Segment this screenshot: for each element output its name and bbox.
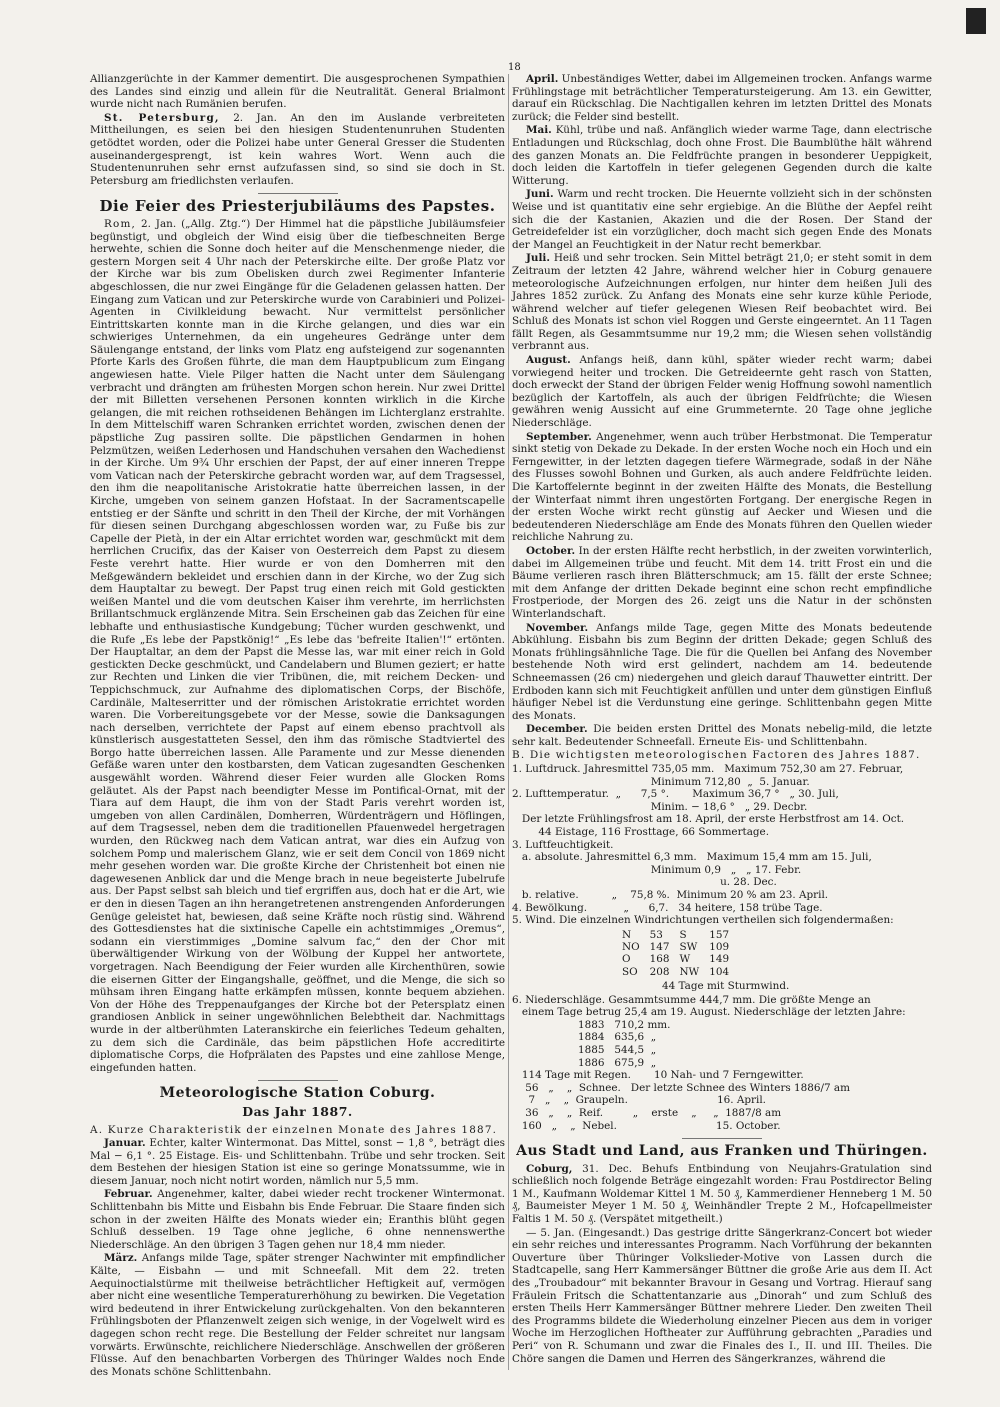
wind-row <box>622 941 739 953</box>
heading-stadt-land: Aus Stadt und Land, aus Franken und Thüringen. <box>516 1143 928 1160</box>
factor-line: a. absolute. Jahresmittel 6,3 mm. Maximum 15,4 mm am 15. Juli, <box>512 851 872 864</box>
factor-line: 7 „ „ Graupeln. 16. April. <box>512 1094 766 1107</box>
wind-row <box>622 929 739 941</box>
month-october: October. In der ersten Hälfte recht herbstlich, in der zweiten vorwinterlich, dabei im Allgemeinen trübe und feucht. Mit dem 14. tritt Frost ein und die Bäume verlieren rasch ihren Blätterschmuck; am 15. fällt der erste Schnee; mit dem Anfange der dritten Dekade beginnt eine schon recht empfindliche Frostperiode, der Morgen des 26. zeigt uns die Natur in der schönsten Winterlandschaft. <box>512 544 932 620</box>
factor-line: u. 28. Dec. <box>512 876 777 889</box>
factor-line: 1. Luftdruck. Jahresmittel 735,05 mm. Maximum 752,30 am 27. Februar, <box>512 763 904 776</box>
subheading-monthly-characteristics: A. Kurze Charakteristik der einzelnen Monate des Jahres 1887. <box>90 1123 498 1136</box>
month-januar: Januar. Echter, kalter Wintermonat. Das Mittel, sonst − 1,8 °, beträgt dies Mal − 6,1 °. 25 Eistage. Eis- und Schlittenbahn. Trübe und sehr trocken. Seit dem Bestehen der hiesigen Station ist eine so geringe Monatssumme, wie in diesem Januar, noch nicht notirt worden, nämlich nur 5,5 mm. <box>90 1137 505 1187</box>
heading-year-1887: Das Jahr 1887. <box>242 1103 353 1119</box>
wind-row <box>622 953 739 965</box>
wind-cell: 149 <box>709 953 730 966</box>
factor-line: Minimum 712,80 „ 5. Januar. <box>512 775 810 788</box>
month-februar: Februar. Angenehmer, kalter, dabei wieder recht trockener Wintermonat. Schlittenbahn bis Mitte und Eisbahn bis Ende Februar. Die Staare finden sich schon in der zweiten Hälfte des Monats wieder ein; Eranthis blüht gegen Schluß desselben. 19 Tage ohne jegliche, 6 ohne nennenswerthe Niederschläge. An den übrigen 3 Tagen gehen nur 18,4 mm nieder. <box>90 1188 505 1251</box>
wind-cell: NO <box>622 941 640 954</box>
wind-cell: N <box>622 928 632 941</box>
factor-line: 4. Bewölkung. „ 6,7. 34 heitere, 158 trübe Tage. <box>512 901 823 914</box>
month-juli: Juli. Heiß und sehr trocken. Sein Mittel beträgt 21,0; er steht somit in dem Zeitraum der letzten 42 Jahre, während welcher hier in Coburg genauere meteorologische Aufzeichnungen erfolgen, nur hinter dem heißen Juli des Jahres 1852 zurück. Zu Anfang des Monats eine sehr kurze kühle Periode, während welcher auf tiefer gelegenen Wiesen Reif beobachtet wird. Bei Schluß des Monats ist schon viel Roggen und Gerste eingeerntet. An 11 Tagen fällt Regen, als Gesammtsumme nur 19,2 mm; die Wiesen sehen vollständig verbrannt aus. <box>512 252 932 353</box>
factor-line: Der letzte Frühlingsfrost am 18. April, der erste Herbstfrost am 14. Oct. <box>512 813 905 826</box>
wind-cell: 109 <box>709 941 730 954</box>
wind-cell: SO <box>622 965 638 978</box>
month-april: April. Unbeständiges Wetter, dabei im Allgemeinen trocken. Anfangs warme Frühlingstage mit beträchtlicher Temperatursteigerung. Am 13. ein Gewitter, darauf ein Rückschlag. Die Nachtigallen kehren im letzten Drittel des Monats zurück; die Felder sind bestellt. <box>512 73 932 123</box>
wind-cell: O <box>622 953 631 966</box>
factor-line: 1883 710,2 mm. <box>512 1018 671 1031</box>
factor-line: 5. Wind. Die einzelnen Windrichtungen vertheilen sich folgendermaßen: <box>512 914 894 927</box>
separator <box>258 1080 338 1081</box>
wind-cell: S <box>679 928 687 941</box>
factor-line: 56 „ „ Schnee. Der letzte Schnee des Winters 1886/7 am <box>512 1081 850 1094</box>
petersburg-paragraph: St. Petersburg, 2. Jan. An den im Auslande verbreiteten Mittheilungen, es seien bei den hiesigen Studentenunruhen Studenten getödtet worden, oder die Polizei habe unter General Gresser die Studenten auseinandergesprengt, ist kein wahres Wort. Wenn auch die Studentenunruhen sehr ernst aufzufassen sind, so sind sie doch in St. Petersburg am friedlichsten verlaufen. <box>90 111 505 187</box>
month-mai: Mai. Kühl, trübe und naß. Anfänglich wieder warme Tage, dann electrische Entladungen und Rückschlag, doch ohne Frost. Die Baumblüthe hält während des ganzen Monats an. Die Feldfrüchte prangen in besonderer Ueppigkeit, doch leiden die Kartoffeln in tiefer gelegenen Gegenden durch die kalte Witterung. <box>512 124 932 187</box>
column-divider <box>508 74 509 1370</box>
factor-line: b. relative. „ 75,8 %. Minimum 20 % am 23. April. <box>512 889 829 901</box>
coburg-paragraph: Coburg, 31. Dec. Behufs Entbindung von Neujahrs-Gratulation sind schließlich noch folgende Beträge eingezahlt worden: Frau Postdirector Beling 1 M., Kaufmann Woldemar Kittel 1 M. 50 ₰, Kammerdiener Henneberg 1 M. 50 ₰, Baumeister Meyer 1 M. 50 ₰, Weinhändler Trepte 2 M., Hofcapellmeister Faltis 1 M. 50 ₰. (Verspätet mitgetheilt.) <box>512 1162 932 1226</box>
wind-cell: W <box>679 953 691 966</box>
precipitation-lines <box>512 994 932 1133</box>
factor-line: 1884 635,6 „ <box>512 1031 657 1044</box>
factor-line: einem Tage betrug 25,4 am 19. August. Niederschläge der letzten Jahre: <box>512 1006 906 1019</box>
month-august: August. Anfangs heiß, dann kühl, später wieder recht warm; dabei vorwiegend heiter und trocken. Die Getreideernte geht rasch von Statten, doch erweckt der Stand der übrigen Felder wenig Hoffnung sowohl namentlich bezüglich der Kartoffeln, als auch der übrigen Feldfrüchte; die Wiesen gewähren wenig Aussicht auf eine Grummeternte. 20 Tage ohne jegliche Niederschläge. <box>512 354 932 430</box>
factor-line: 2. Lufttemperatur. „ 7,5 °. Maximum 36,7 ° „ 30. Juli, <box>512 788 839 801</box>
month-juni: Juni. Warm und recht trocken. Die Heuernte vollzieht sich in der schönsten Weise und ist quantitativ eine sehr ergiebige. An die Blüthe der Aepfel reiht sich die der Kastanien, Akazien und die der Rosen. Der Stand der Getreidefelder ist ein vorzüglicher, doch macht sich gegen Ende des Monats der Mangel an Feuchtigkeit in der Natur recht bemerkbar. <box>512 188 932 251</box>
concert-paragraph: — 5. Jan. (Eingesandt.) Das gestrige dritte Sängerkranz-Concert bot wieder ein sehr reiches und interessantes Programm. Nach Vorführung der bekannten Ouverture über Thüringer Volkslieder-Motive von Lassen durch die Stadtcapelle, sang Herr Kammersänger Büttner die große Arie aus dem II. Act des „Troubadour“ mit bekannter Bravour in Gesang und Vortrag. Hierauf sang Fräulein Fritsch die Schattentanzarie aus „Dinorah“ und zum Schluß des ersten Theils Herr Kammersänger Büttner mehrere Lieder. Den zweiten Theil des Programms bildete die Wiederholung einzelner Piecen aus dem in voriger Woche im Herzoglichen Hoftheater zur Aufführung gebrachten „Paradies und Peri“ von R. Schumann und zwar die Finales des I., II. und III. Theiles. Die Chöre sangen die Damen und Herren des Sängerkranzes, während die <box>512 1226 932 1365</box>
wind-cell: 208 <box>649 965 670 978</box>
factor-line: 1885 544,5 „ <box>512 1043 657 1056</box>
factor-line: Minim. − 18,6 ° „ 29. Decbr. <box>512 800 808 813</box>
corner-mark <box>966 8 986 34</box>
month-december: December. Die beiden ersten Drittel des Monats nebelig-mild, die letzte sehr kalt. Bedeutender Schneefall. Erneute Eis- und Schlittenbahn. <box>512 723 932 748</box>
factor-line: 1886 675,9 „ <box>512 1056 657 1069</box>
wind-cell: 157 <box>709 928 730 941</box>
factor-line: 114 Tage mit Regen. 10 Nah- und 7 Ferngewitter. <box>512 1069 804 1082</box>
subheading-factors: B. Die wichtigsten meteorologischen Factoren des Jahres 1887. <box>512 749 921 762</box>
belgium-paragraph: Allianzgerüchte in der Kammer dementirt. Die ausgesprochenen Sympathien des Landes sind einzig und allein für die Neutralität. General Brialmont wurde nicht nach Rumänien berufen. <box>90 73 505 111</box>
factor-line: 3. Luftfeuchtigkeit. <box>512 838 614 851</box>
separator <box>258 193 338 194</box>
factor-line: 160 „ „ Nebel. 15. October. <box>512 1119 781 1132</box>
factor-line: 44 Eistage, 116 Frosttage, 66 Sommertage. <box>512 826 770 839</box>
wind-cell: NW <box>679 965 700 978</box>
wind-cell: 168 <box>649 953 670 966</box>
left-column <box>90 73 505 1378</box>
factor-line: 36 „ „ Reif. „ erste „ „ 1887/8 am <box>512 1106 782 1119</box>
wind-row <box>622 966 739 978</box>
page-number: 18 <box>508 62 521 73</box>
month-maerz: März. Anfangs milde Tage, später strenger Nachwinter mit empfindlicher Kälte, — Eisbahn — und mit Schneefall. Mit dem 22. treten Aequinoctialstürme mit theilweise beträchtlicher Heftigkeit auf, vermögen aber nicht eine wesentliche Temperaturerhöhung zu bewirken. Die Vegetation wird bedeutend in ihrer Entwickelung zurückgehalten. Von den bekannteren Frühlingsboten der Pflanzenwelt zeigen sich wenige, in der Vogelwelt wird es dagegen schon recht rege. Die Bestellung der Felder schreitet nur langsam vorwärts. Erwünschte, reichlichere Niederschläge. Anschwellen der größeren Flüsse. Auf den benachbarten Vorbergen des Thüringer Waldes noch Ende des Monats schöne Schlittenbahn. <box>90 1252 505 1378</box>
heading-papst-jubilee: Die Feier des Priesterjubiläums des Papstes. <box>99 197 496 216</box>
separator <box>682 1138 762 1139</box>
wind-cell: 147 <box>649 941 670 954</box>
wind-cell: 53 <box>649 928 663 941</box>
factors-lines <box>512 763 932 927</box>
wind-cell: 104 <box>709 965 730 978</box>
right-column <box>512 73 932 1373</box>
wind-cell: SW <box>679 941 698 954</box>
heading-meteorological-station: Meteorologische Station Coburg. <box>159 1085 436 1102</box>
rom-paragraph: Rom, 2. Jan. („Allg. Ztg.“) Der Himmel hat die päpstliche Jubiläumsfeier begünstigt, und obgleich der Wind eisig über die tiefbeschneiten Berge herwehte, schien die Sonne doch heiter auf die Menschenmenge nieder, die gestern Morgen seit 4 Uhr nach der Peterskirche eilte. Der große Platz vor der Kirche war bis zum Obelisken durch zwei Regimenter Infanterie abgeschlossen, die nur zwei Eingänge für die Geladenen gelassen hatten. Der Eingang zum Vatican und zur Peterskirche wurde von Carabinieri und Polizei-Agenten in Civilkleidung bewacht. Nur vermittelst persönlicher Eintrittskarten konnte man in die Kirche gelangen, und dies war ein schwieriges Unternehmen, da ein ungeheures Gedränge unter dem Säulengange entstand, der links vom Platz eng aufsteigend zur sogenannten Pforte Karls des Großen führte, die man dem Hauptpublicum zum Eingang angewiesen hatte. Viele Pilger hatten die Nacht unter dem Säulengang verbracht und drängten am frühesten Morgen schon herein. Nur zwei Drittel der mit Billetten versehenen Personen konnten wirklich in die Kirche gelangen, die mit reichen rothseidenen Behängen im Lichterglanz erstrahlte. In dem Mittelschiff waren Schranken errichtet worden, zwischen denen der päpstliche Zug passiren sollte. Die päpstlichen Gendarmen in hohen Pelzmützen, weißen Lederhosen und Handschuhen versahen den Wachedienst in der Kirche. Um 9¾ Uhr erschien der Papst, der auf einer inneren Treppe vom Vatican nach der Peterskirche gebracht worden war, auf dem Tragsessel, den ihm die neapolitanische Aristokratie hatte überreichen lassen, in der Kirche, umgeben von seinem ganzen Hofstaat. In der Sacramentscapelle entstieg er der Sänfte und schritt in den Theil der Kirche, der mit Vorhängen für diesen seinen Durchgang abgeschlossen worden war, zu Fuße bis zur Capelle der Pietà, in der ein Altar errichtet worden war, geschmückt mit dem herrlichen Crucifix, das der Kaiser von Oesterreich dem Papst zu diesem Feste verehrt hatte. Hier wurde er von den Domherren mit den Meßgewändern bekleidet und erschien dann in der Kirche, wo der Zug sich dem Hauptaltar zu bewegt. Der Papst trug einen reich mit Gold gestickten weißen Mantel und die vom deutschen Kaiser ihm verehrte, im herrlichsten Brillantschmuck erglänzende Mitra. Sein Erscheinen gab das Zeichen für eine lebhafte und enthusiastische Kundgebung; Tücher wurden geschwenkt, und die Rufe „Es lebe der Papstkönig!“ „Es lebe das 'befreite Italien'!“ ertönten. Der Hauptaltar, an dem der Papst die Messe las, war mit einer reich in Gold gestickten Decke geschmückt, und Candelabern und Blumen geziert; er hatte zur Rechten und Linken die vier Tribünen, die, mit reichem Decken- und Teppichschmuck, zur Aufnahme des diplomatischen Corps, der Bischöfe, Cardinäle, Malteserritter und der römischen Aristokratie errichtet worden waren. Die Vorbereitungsgebete vor der Messe, sowie die Danksagungen nach derselben, verrichtete der Papst auf einem ebenso prachtvoll als künstlerisch ausgestatteten Sessel, den ihm das römische Stadtviertel des Borgo hatte überreichen lassen. Alle Paramente und zur Messe dienenden Gefäße waren unter den kostbarsten, dem Vatican zugesandten Geschenken ausgewählt worden. Während dieser Feier wurden alle Glocken Roms geläutet. Als der Papst nach beendigter Messe im Pontifical-Ornat, mit der Tiara auf dem Haupt, die ihm von der Stadt Paris verehrt worden ist, umgeben von allen Cardinälen, Domherren, Würdenträgern und Höflingen, auf dem Tragsessel, neben dem die traditionellen Pfauenwedel hergetragen wurden, den Rückweg nach dem Vatican antrat, war dies ein Aufzug von solchem Pomp und malerischem Glanz, wie er seit dem Concil von 1869 nicht mehr gesehen worden war. Die großte Kirche der Christenheit bot einen nie dagewesenen Anblick dar und die Menge brach in neue begeisterte Jubelrufe aus. Der Papst selbst sah bleich und tief ergriffen aus, doch hat er die Art, wie er den in diesen Tagen an ihn herangetretenen anstrengenden Anforderungen Genüge geleistet hat, bewiesen, daß seine Kräfte noch rüstig sind. Während des Gottesdienstes hat die sixtinische Capelle ein achtstimmiges „Oremus“, sodann ein vierstimmiges „Domine salvum fac,“ den der Chor mit überwältigender Wirkung von der Wölbung der Kuppel her antwortete, vorgetragen. Nach Beendigung der Feier wurden alle Kirchenthüren, sowie die eisernen Gitter der Eingangshalle, geöffnet, und die Menge, die sich so mühsam ihren Eingang hatte erkämpfen müssen, konnte bequem abziehen. Von der Höhe des Treppenaufganges der Kirche bot der Petersplatz einen grandiosen Anblick in seiner ungewöhnlichen Belebtheit dar. Nachmittags wurde in der altberühmten Lateranskirche ein feierliches Tedeum gehalten, zu dem sich die Cardinäle, das beim päpstlichen Hofe accreditirte diplomatische Corps, die Hofprälaten des Papstes und eine zahllose Menge, eingefunden hatten. <box>90 217 505 1074</box>
factor-line: Minimum 0,9 „ „ 17. Febr. <box>512 863 802 876</box>
month-september: September. Angenehmer, wenn auch trüber Herbstmonat. Die Temperatur sinkt stetig von Dekade zu Dekade. In der ersten Woche noch ein Hoch und ein Ferngewitter, in der letzten dagegen tiefere Wärmegrade, sodaß in der Nähe des Flusses sowohl Bohnen und Gurken, als auch andere Feldfrüchte leiden. Die Kartoffelernte beginnt in der zweiten Hälfte des Monats, die Bestellung der Winterfaat nimmt ihren ungestörten Fortgang. Der energische Regen in der ersten Woche wirkt recht günstig auf Aecker und Wiesen und die bedeutenderen Niederschläge am Ende des Monats führen den Quellen wieder reichliche Nahrung zu. <box>512 430 932 544</box>
wind-storm-days: 44 Tage mit Sturmwind. <box>662 979 790 992</box>
month-november: November. Anfangs milde Tage, gegen Mitte des Monats bedeutende Abkühlung. Eisbahn bis zum Beginn der dritten Dekade; gegen Schluß des Monats frühlingsähnliche Tage. Die für die Quellen bei Anfang des November bestehende Noth wird erst gelindert, nachdem am 14. bedeutende Schneemassen (26 cm) niedergehen und gleich darauf Thauwetter eintritt. Der Erdboden kann sich mit Feuchtigkeit anfüllen und unter dem günstigen Einfluß häufiger Nebel ist die Verdunstung eine geringe. Schlittenbahn gegen Mitte des Monats. <box>512 621 932 722</box>
factor-line: 6. Niederschläge. Gesammtsumme 444,7 mm. Die größte Menge an <box>512 993 871 1006</box>
wind-table <box>622 929 739 978</box>
